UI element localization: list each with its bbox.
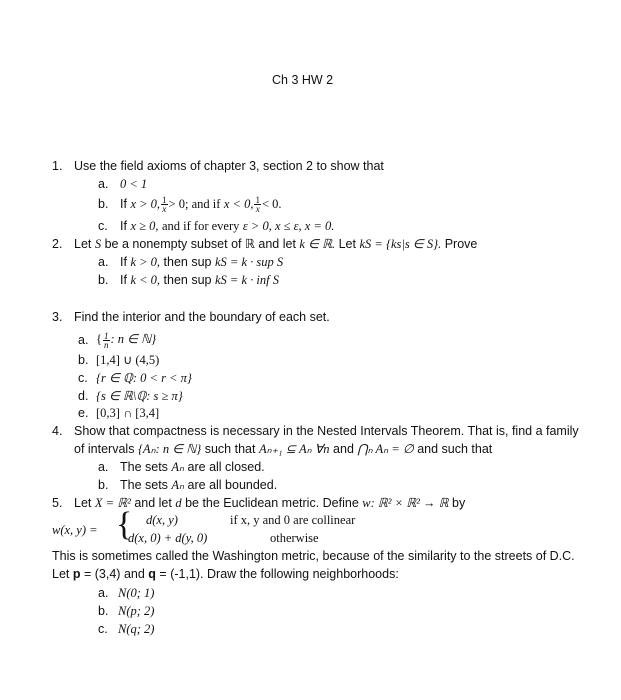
problem-1c-label: c.	[98, 219, 108, 233]
problem-3b-label: b.	[78, 353, 89, 367]
problem-5b-label: b.	[98, 604, 109, 618]
problem-1a-label: a.	[98, 177, 109, 191]
case-2-value: d(x, 0) + d(y, 0)	[128, 531, 208, 545]
problem-4-number: 4.	[52, 424, 63, 438]
problem-2b-text: If k < 0, then sup kS = k · inf S	[120, 273, 279, 287]
problem-3e-label: e.	[78, 406, 89, 420]
problem-4a-label: a.	[98, 460, 109, 474]
problem-1-number: 1.	[52, 159, 63, 173]
problem-5c-label: c.	[98, 622, 108, 636]
problem-4a-text: The sets Aₙ are all closed.	[120, 460, 265, 474]
problem-5b-expr: N(p; 2)	[118, 604, 155, 618]
problem-3a-label: a.	[78, 333, 89, 347]
case-2-condition: otherwise	[270, 531, 319, 545]
problem-3c-label: c.	[78, 371, 88, 385]
problem-4-line-2: of intervals {Aₙ: n ∈ ℕ} such that Aₙ₊₁ ⊆ Aₙ ∀n and ⋂ₙ Aₙ = ∅ and such that	[74, 442, 493, 456]
problem-1b-text: If x > 0, $\frac{1}{x}$ > 0; and if x < 0, $\frac{1}{x}$ < 0.	[120, 195, 282, 215]
problem-3d-label: d.	[78, 389, 89, 403]
cases-brace: {	[116, 506, 133, 543]
problem-5-stem: Let X = ℝ² and let d be the Euclidean metric. Define w: ℝ² × ℝ² → ℝ by	[74, 496, 466, 510]
washington-metric-lhs: w(x, y) =	[52, 523, 98, 537]
problem-3-stem: Find the interior and the boundary of each set.	[74, 310, 330, 324]
problem-3c-expr: {r ∈ ℚ: 0 < r < π}	[96, 371, 192, 385]
problem-3a-expr: { $\frac{1}{n}$ : n ∈ ℕ}	[96, 330, 157, 350]
problem-4b-label: b.	[98, 478, 109, 492]
problem-2a-label: a.	[98, 255, 109, 269]
problem-1-stem: Use the field axioms of chapter 3, section 2 to show that	[74, 159, 384, 173]
problem-2b-label: b.	[98, 273, 109, 287]
problem-5-number: 5.	[52, 496, 63, 510]
points-definition: Let p = (3,4) and q = (-1,1). Draw the following neighborhoods:	[52, 567, 399, 581]
problem-5c-expr: N(q; 2)	[118, 622, 155, 636]
problem-3-number: 3.	[52, 310, 63, 324]
case-1-value: d(x, y)	[146, 513, 178, 527]
problem-3d-expr: {s ∈ ℝ\ℚ: s ≥ π}	[96, 389, 183, 403]
problem-3b-expr: [1,4] ∪ (4,5)	[96, 353, 160, 367]
problem-2-number: 2.	[52, 237, 63, 251]
page-title: Ch 3 HW 2	[272, 73, 334, 87]
problem-4b-text: The sets Aₙ are all bounded.	[120, 478, 278, 492]
washington-description: This is sometimes called the Washington metric, because of the similarity to the streets of D.C.	[52, 549, 575, 563]
problem-2-stem: Let S be a nonempty subset of ℝ and let k ∈ ℝ. Let kS = {ks|s ∈ S}. Prove	[74, 237, 478, 251]
problem-1a-expr: 0 < 1	[120, 177, 148, 191]
problem-5a-label: a.	[98, 586, 109, 600]
problem-1b-label: b.	[98, 197, 109, 211]
problem-1c-text: If x ≥ 0, and if for every ε > 0, x ≤ ε, x = 0.	[120, 219, 335, 233]
case-1-condition: if x, y and 0 are collinear	[230, 513, 356, 527]
problem-5a-expr: N(0; 1)	[118, 586, 155, 600]
problem-2a-text: If k > 0, then sup kS = k · sup S	[120, 255, 284, 269]
problem-4-line-1: Show that compactness is necessary in the Nested Intervals Theorem. That is, find a family	[74, 424, 579, 438]
problem-3e-expr: [0,3] ∩ [3,4]	[96, 406, 160, 420]
